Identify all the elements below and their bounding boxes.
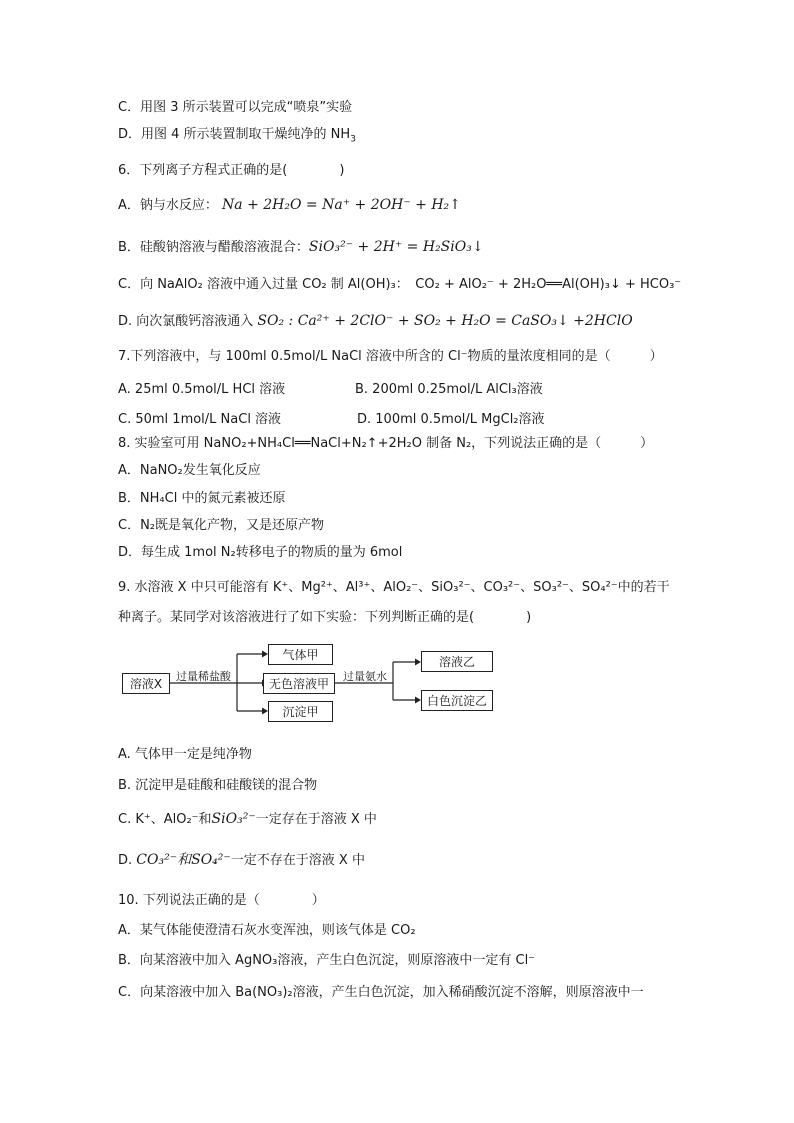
q7-option-c: C. 50ml 1mol/L NaCl 溶液 bbox=[118, 412, 282, 427]
q9-box-precipitate-a: 沉淀甲 bbox=[268, 701, 333, 722]
q9-box-solution-x: 溶液X bbox=[122, 673, 170, 694]
q9-stem-line-2: 种离子。某同学对该溶液进行了如下实验：下列判断正确的是( ) bbox=[118, 610, 532, 625]
q5-option-d-sub: 3 bbox=[350, 134, 356, 145]
q7-option-d: D. 100ml 0.5mol/L MgCl₂溶液 bbox=[357, 412, 545, 427]
q9-box-solution-b: 溶液乙 bbox=[421, 651, 493, 672]
q6-option-d-equation: SO₂ : Ca²⁺ + 2ClO⁻ + SO₂ + H₂O = CaSO₃↓ +2HClO bbox=[257, 313, 633, 329]
q9-option-c-ion: SiO₃²⁻ bbox=[211, 811, 256, 827]
q10-stem: 10. 下列说法正确的是（ ） bbox=[118, 893, 325, 908]
q6-option-d-text: D. 向次氯酸钙溶液通入 bbox=[118, 314, 254, 329]
q10-option-a: A．某气体能使澄清石灰水变浑浊，则该气体是 CO₂ bbox=[118, 923, 416, 938]
q6-stem: 6．下列离子方程式正确的是( ) bbox=[118, 163, 345, 178]
q8-option-c: C．N₂既是氧化产物，又是还原产物 bbox=[118, 518, 325, 533]
q7-stem: 7.下列溶液中，与 100ml 0.5mol/L NaCl 溶液中所含的 Cl⁻物质的量浓度相同的是（ ） bbox=[118, 349, 663, 364]
q9-reagent-ammonia-label: 过量氨水 bbox=[343, 670, 387, 683]
q7-option-b: B. 200ml 0.25mol/L AlCl₃溶液 bbox=[355, 382, 543, 397]
q9-option-d-ions: CO₃²⁻和SO₄²⁻ bbox=[136, 852, 231, 868]
q9-box-colorless-solution-a: 无色溶液甲 bbox=[263, 673, 335, 694]
q5-option-d-text: D．用图 4 所示装置制取干燥纯净的 NH bbox=[118, 127, 351, 142]
q6-option-c-equation: CO₂ + AlO₂⁻ + 2H₂O══Al(OH)₃↓ + HCO₃⁻ bbox=[415, 277, 682, 292]
q6-option-c-text: C．向 NaAlO₂ 溶液中通入过量 CO₂ 制 Al(OH)₃： bbox=[118, 277, 403, 292]
q9-option-c-tail: 一定存在于溶液 X 中 bbox=[255, 812, 377, 827]
q6-option-a-text: A．钠与水反应： bbox=[118, 198, 218, 213]
q6-option-b-text: B．硅酸钠溶液与醋酸溶液混合： bbox=[118, 240, 309, 255]
q9-box-gas-a: 气体甲 bbox=[268, 644, 333, 665]
q10-option-c: C．向某溶液中加入 Ba(NO₃)₂溶液，产生白色沉淀，加入稀硝酸沉淀不溶解，则原溶液中一 bbox=[118, 985, 644, 1000]
q9-reagent-hcl-label: 过量稀盐酸 bbox=[176, 670, 231, 683]
q6-option-a-equation: Na + 2H₂O = Na⁺ + 2OH⁻ + H₂↑ bbox=[222, 197, 461, 213]
q8-stem: 8. 实验室可用 NaNO₂+NH₄Cl══NaCl+N₂↑+2H₂O 制备 N₂，下列说法正确的是（ ） bbox=[118, 436, 654, 451]
q8-option-b: B．NH₄Cl 中的氮元素被还原 bbox=[118, 491, 286, 506]
q9-stem-line-1: 9. 水溶液 X 中只可能溶有 K⁺、Mg²⁺、Al³⁺、AlO₂⁻、SiO₃²⁻、CO₃²⁻、SO₃²⁻、SO₄²⁻中的若干 bbox=[118, 580, 670, 595]
q8-option-d: D．每生成 1mol N₂转移电子的物质的量为 6mol bbox=[118, 545, 403, 560]
q9-box-white-precipitate-b: 白色沉淀乙 bbox=[421, 690, 493, 711]
q9-option-a: A. 气体甲一定是纯净物 bbox=[118, 747, 252, 762]
q8-option-a: A．NaNO₂发生氧化反应 bbox=[118, 463, 261, 478]
q10-option-b: B．向某溶液中加入 AgNO₃溶液，产生白色沉淀，则原溶液中一定有 Cl⁻ bbox=[118, 953, 536, 968]
q9-option-c-text: C. K⁺、AlO₂⁻和 bbox=[118, 812, 212, 827]
q9-option-d bbox=[118, 849, 365, 869]
q9-option-d-text: D. bbox=[118, 853, 133, 868]
q9-option-c bbox=[118, 808, 377, 827]
q7-option-a: A. 25ml 0.5mol/L HCl 溶液 bbox=[118, 382, 286, 397]
q9-option-d-tail: 一定不存在于溶液 X 中 bbox=[230, 853, 365, 868]
q5-option-c: C．用图 3 所示装置可以完成“喷泉”实验 bbox=[118, 100, 353, 115]
q6-option-b-equation: SiO₃²⁻ + 2H⁺ = H₂SiO₃↓ bbox=[308, 239, 484, 255]
q9-option-b: B. 沉淀甲是硅酸和硅酸镁的混合物 bbox=[118, 778, 318, 793]
